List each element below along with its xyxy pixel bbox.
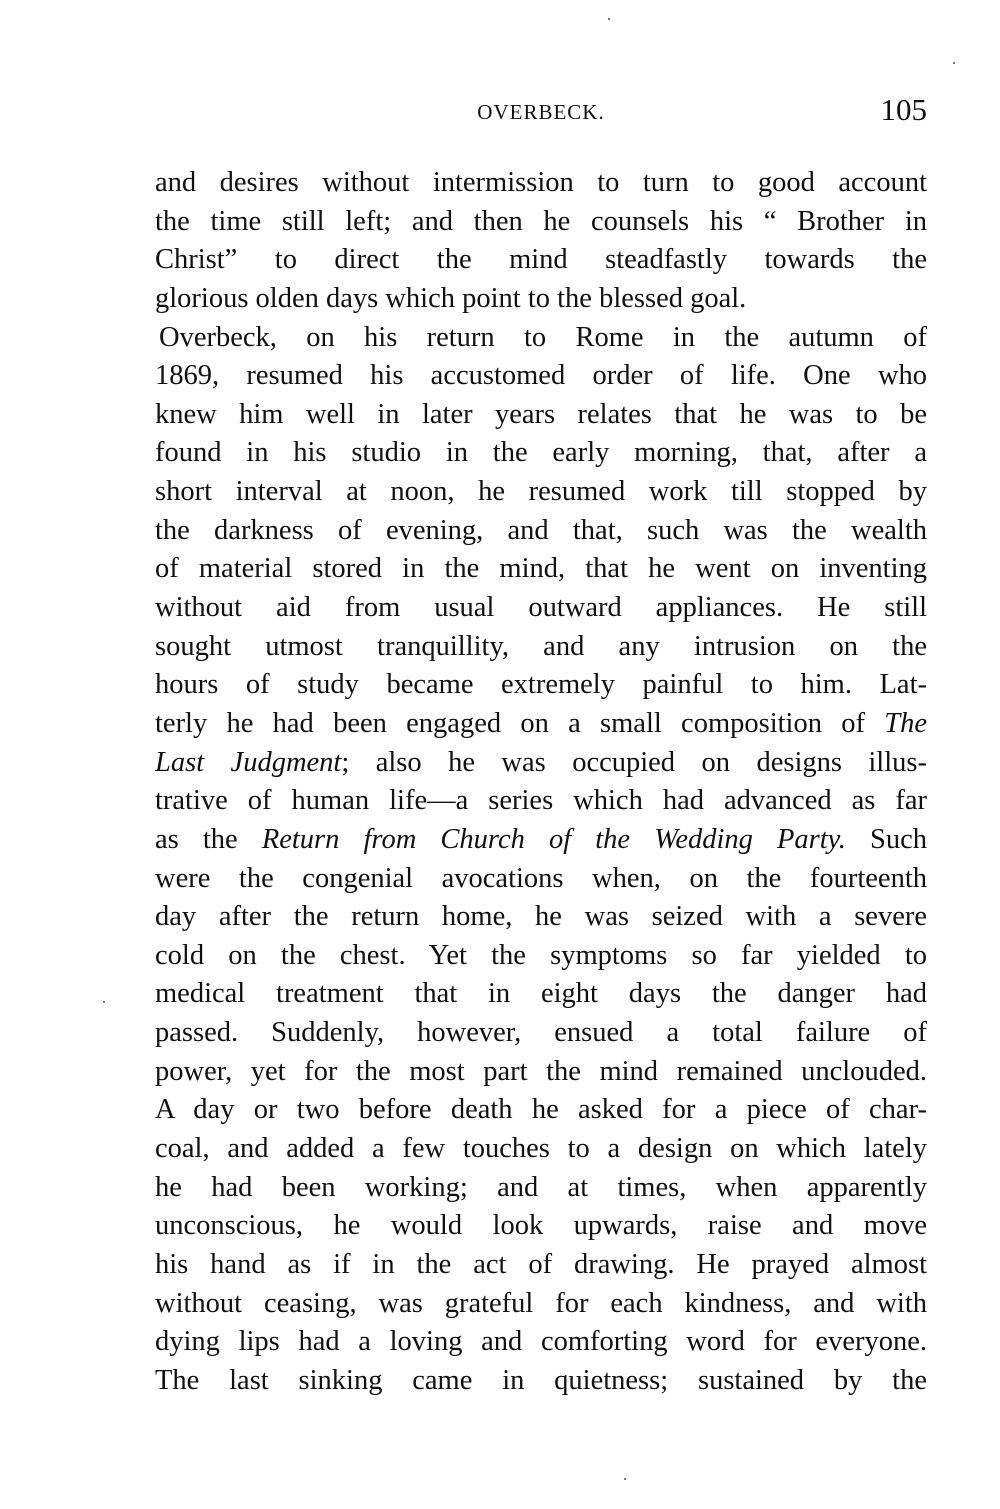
- italic-title-text: Return from Church of the Wedding Party.: [261, 823, 846, 855]
- text-line: [155, 357, 927, 396]
- text-line: [155, 705, 927, 744]
- text-line: [155, 1207, 927, 1246]
- text-line: [155, 1362, 927, 1401]
- line-text: Overbeck, on his return to Rome in the autumn of: [159, 321, 927, 353]
- line-text: short interval at noon, he resumed work till stopped by: [155, 476, 927, 508]
- text-line: [155, 975, 927, 1014]
- text-line: [155, 860, 927, 899]
- line-text: trative of human life—a series which had advanced as far: [155, 785, 927, 817]
- text-line: [155, 1014, 927, 1053]
- line-text: coal, and added a few touches to a design on which lately: [155, 1133, 927, 1165]
- line-text: cold on the chest. Yet the symptoms so far yielded to: [155, 939, 927, 971]
- text-line: [155, 1323, 927, 1362]
- text-line: [155, 937, 927, 976]
- italic-title-text: Last Judgment: [155, 746, 342, 778]
- line-text: and desires without intermission to turn to good account: [155, 167, 927, 198]
- text-line: [155, 550, 927, 589]
- text-line: [155, 1246, 927, 1285]
- line-text: passed. Suddenly, however, ensued a total failure of: [155, 1017, 927, 1049]
- line-text: 1869, resumed his accustomed order of life. One who: [155, 360, 927, 392]
- line-text: hours of study became extremely painful to him. Lat-: [155, 669, 927, 701]
- text-line: [155, 821, 927, 860]
- running-head: [155, 92, 927, 132]
- line-text: were the congenial avocations when, on the fourteenth: [155, 862, 927, 894]
- line-text: day after the return home, he was seized with a severe: [155, 901, 927, 933]
- line-text: power, yet for the most part the mind remained unclouded.: [155, 1055, 927, 1087]
- text-line: [155, 1091, 927, 1130]
- page-number: 105: [880, 92, 927, 127]
- line-text: knew him well in later years relates that he was to be: [155, 398, 927, 430]
- text-line: [155, 241, 927, 280]
- text-line: [155, 1285, 927, 1324]
- running-head-title: OVERBECK.: [477, 100, 605, 124]
- line-text: as the: [155, 823, 262, 855]
- body-text: [155, 164, 927, 1401]
- text-line: [155, 473, 927, 512]
- line-text: Such: [845, 823, 927, 855]
- text-line: [155, 589, 927, 628]
- text-line: [155, 280, 927, 319]
- line-text: glorious olden days which point to the blessed goal.: [155, 282, 747, 314]
- text-line: [155, 744, 927, 783]
- text-line: [155, 898, 927, 937]
- line-text: terly he had been engaged on a small composition of: [155, 707, 885, 739]
- line-text: found in his studio in the early morning, that, after a: [155, 437, 927, 469]
- line-text: A day or two before death he asked for a piece of char-: [155, 1094, 927, 1126]
- line-text: medical treatment that in eight days the danger had: [155, 978, 927, 1010]
- scan-speck: [624, 1478, 626, 1480]
- text-line: [155, 396, 927, 435]
- line-text: The last sinking came in quietness; sustained by the: [155, 1364, 927, 1396]
- text-line: [155, 203, 927, 242]
- line-text: Christ” to direct the mind steadfastly towards the: [155, 244, 927, 276]
- line-text: the darkness of evening, and that, such was the wealth: [155, 514, 927, 546]
- text-line: [155, 1130, 927, 1169]
- line-text: unconscious, he would look upwards, raise and move: [155, 1210, 927, 1242]
- scan-speck: [608, 18, 610, 20]
- line-text: dying lips had a loving and comforting word for everyone.: [155, 1326, 927, 1358]
- text-line: [155, 666, 927, 705]
- text-line: [155, 164, 927, 203]
- scan-speck: [103, 1001, 105, 1003]
- text-line: [155, 512, 927, 551]
- line-text: ; also he was occupied on designs illus-: [341, 746, 927, 778]
- line-text: his hand as if in the act of drawing. He prayed almost: [155, 1248, 927, 1280]
- line-text: without ceasing, was grateful for each kindness, and with: [155, 1287, 927, 1319]
- text-line: [155, 782, 927, 821]
- text-line: [155, 319, 927, 358]
- line-text: the time still left; and then he counsels his “ Brother in: [155, 205, 927, 237]
- line-text: without aid from usual outward appliances. He still: [155, 592, 927, 624]
- text-line: [155, 628, 927, 667]
- scan-speck: [953, 62, 955, 64]
- line-text: sought utmost tranquillity, and any intrusion on the: [155, 630, 927, 662]
- line-text: of material stored in the mind, that he went on inventing: [155, 553, 927, 585]
- italic-title-text: The: [884, 707, 927, 739]
- text-line: [155, 1169, 927, 1208]
- line-text: he had been working; and at times, when apparently: [155, 1171, 927, 1203]
- text-line: [155, 1053, 927, 1092]
- text-line: [155, 434, 927, 473]
